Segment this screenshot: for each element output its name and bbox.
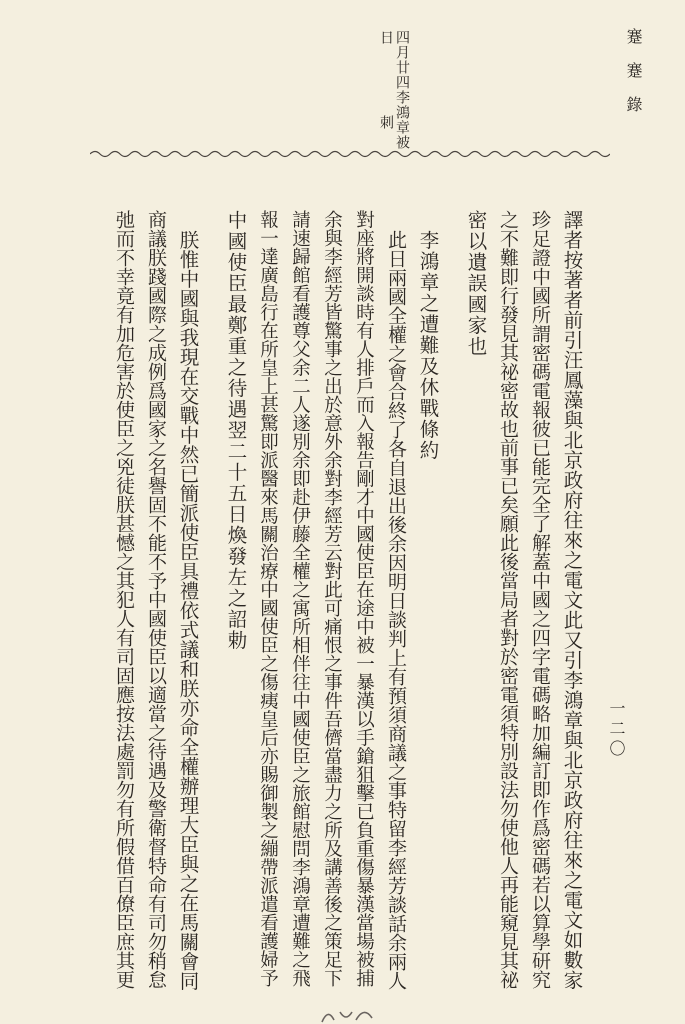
text-column: 報一達廣島行在所皇上甚驚即派醫來馬關治療中國使臣之傷痍皇后亦賜御製之繃帶派遣看護婦予 <box>257 210 279 987</box>
text-column: 中國使臣最鄭重之待遇翌二十五日煥發左之詔勅 <box>224 210 248 651</box>
text-column: 珍足證中國所謂密碼電報彼已能完全了解蓋中國之四字電碼略加編訂即作爲密碼若以算學研究 <box>529 210 551 989</box>
section-heading: 李鴻章之遭難及休戰條約 <box>416 230 440 461</box>
margin-note-title-tail: 刺 <box>378 115 394 130</box>
margin-note-title: 李鴻章被 <box>394 90 410 150</box>
margin-note-date: 四月廿四 <box>394 30 410 90</box>
text-column: 之不難即行發見其祕密故也前事已矣願此後當局者對於密電須特別設法勿使他人再能窺見其祕 <box>497 210 519 989</box>
margin-note-day: 日 <box>378 30 394 45</box>
text-column: 請速歸館看護尊父余二人遂別余即赴伊藤全權之寓所相伴往中國使臣之旅館慰問李鴻章遭難之飛 <box>289 210 311 987</box>
book-title: 蹇蹇錄 <box>624 28 643 130</box>
text-column: 密以遺誤國家也 <box>464 210 488 357</box>
wavy-divider <box>90 149 610 159</box>
edict-column: 朕惟中國與我現在交戰中然已簡派使臣具禮依式議和朕亦命全權辦理大臣與之在馬關會同 <box>176 230 200 991</box>
margin-note-line-1 <box>395 30 409 150</box>
text-column: 余與李經芳皆驚事之出於意外余對李經芳云對此可痛恨之事件吾儕當盡力之所及講善後之策足下 <box>321 210 343 987</box>
handwritten-mark <box>318 1006 378 1024</box>
text-column: 對座將開談時有人排戶而入報告剛才中國使臣在途中被一暴漢以手鎗狙擊已負重傷暴漢當場被捕 <box>353 210 375 987</box>
text-column: 譯者按著者前引汪鳳藻與北京政府往來之電文此又引李鴻章與北京政府往來之電文如數家 <box>560 210 584 990</box>
edict-column: 商議朕踐國際之成例爲國家之名譽固不能不予中國使臣以適當之待遇及警衛督特命有司勿稍怠 <box>145 210 167 989</box>
page-number: 一二〇 <box>607 700 626 760</box>
text-column: 此日兩國全權之會合終了各自退出後余因明日談判上有預須商議之事特留李經芳談話余兩人 <box>385 230 407 990</box>
edict-column: 弛而不幸竟有加危害於使臣之兇徒朕甚憾之其犯人有司固應按法處罰勿有所假借百僚臣庶其更 <box>113 210 135 989</box>
margin-note-line-2 <box>379 30 393 130</box>
